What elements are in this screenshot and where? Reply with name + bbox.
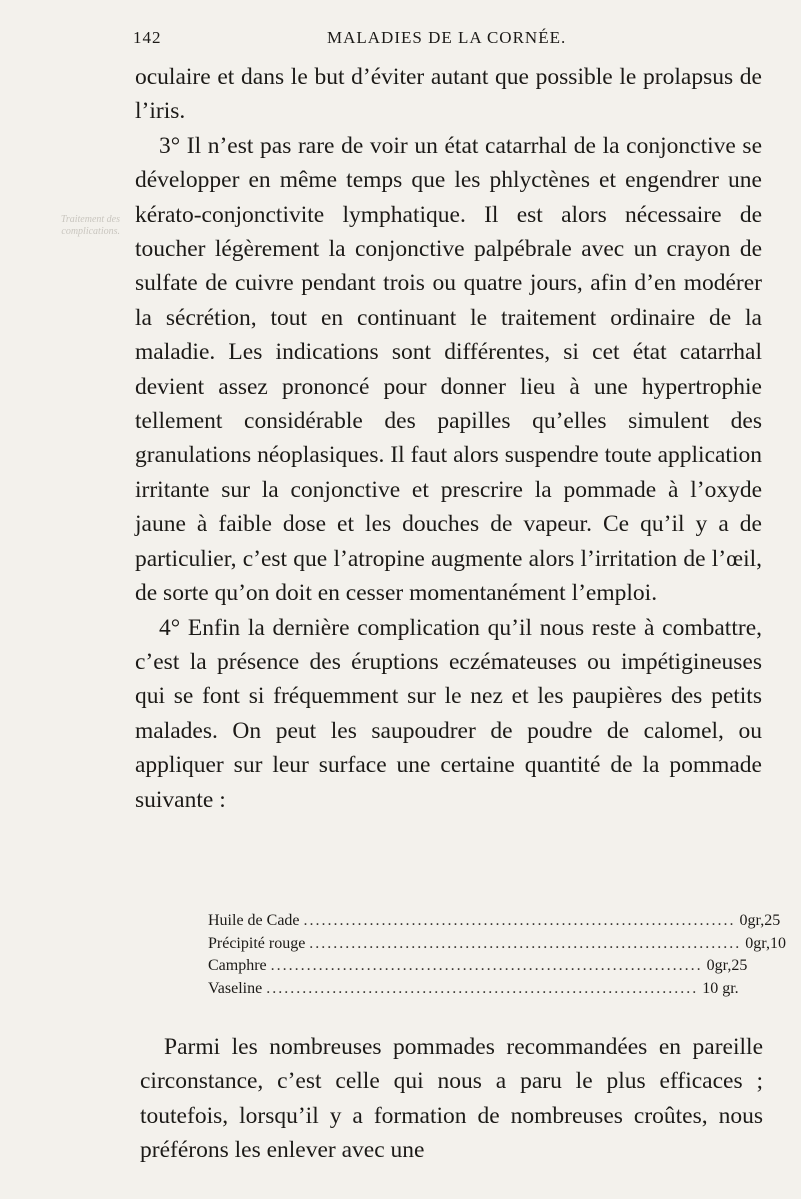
page-number: 142 xyxy=(133,28,162,47)
paragraph-closing: Parmi les nombreuses pommades recommandées en pareille circonstance, c’est celle qui nous a paru le plus efficaces ; toutefois, lorsqu’il y a formation de nombreuses croûtes, nous préférons les enlever avec une xyxy=(140,1034,763,1164)
prescription-formula xyxy=(208,910,786,1000)
paragraph-complication-4: 4° Enfin la dernière complication qu’il nous reste à combattre, c’est la présence des éruptions eczémateuses ou impétigineuses qui se font si fréquemment sur le nez et les paupières des petits malades. On peut les saupoudrer de poudre de calomel, ou appliquer sur leur surface une certaine quantité de la pommade suivante : xyxy=(135,614,762,813)
ingredient-name: Huile de Cade xyxy=(208,912,300,929)
ingredient-dose: 0gr,25 xyxy=(706,957,748,974)
main-text xyxy=(135,60,762,817)
formula-row xyxy=(208,955,748,978)
leader-dots: ........................................................................ xyxy=(309,934,742,952)
page-header xyxy=(133,28,763,58)
leader-dots: ........................................................................ xyxy=(266,979,699,997)
ingredient-dose: 0gr,10 xyxy=(745,934,786,952)
leader-dots: ........................................................................ xyxy=(270,957,703,974)
running-head: MALADIES DE LA CORNÉE. xyxy=(327,28,567,47)
formula-row xyxy=(208,978,739,1001)
ingredient-dose: 0gr,25 xyxy=(739,912,781,929)
paragraph-complication-3: 3° Il n’est pas rare de voir un état catarrhal de la conjonctive se développer en même temps que les phlyctènes et engendrer une kérato-conjonctivite lymphatique. Il est alors nécessaire de toucher légèrement la conjonctive palpébrale avec un crayon de sulfate de cuivre pendant trois ou quatre jours, afin d’en modérer la sécrétion, tout en continuant le traitement ordinaire de la maladie. Les indications sont différentes, si cet état catarrhal devient assez prononcé pour donner lieu à une hypertrophie tellement considérable des papilles qu’elles simulent des granulations néoplasiques. Il faut alors suspendre toute application irritante sur la conjonctive et prescrire la pommade à l’oxyde jaune à faible dose et les douches de vapeur. Ce qu’il y a de particulier, c’est que l’atropine augmente alors l’irritation de l’œil, de sorte qu’on doit en cesser momentanément l’emploi. xyxy=(135,132,762,607)
formula-row xyxy=(208,910,781,933)
closing-text xyxy=(140,1030,763,1168)
margin-note: Traitement des complications. xyxy=(60,214,120,237)
leader-dots: ........................................................................ xyxy=(303,912,736,929)
ingredient-name: Précipité rouge xyxy=(208,934,306,952)
ingredient-dose: 10 gr. xyxy=(702,979,739,997)
ingredient-name: Camphre xyxy=(208,957,267,974)
formula-row xyxy=(208,933,786,956)
paragraph-continuation: oculaire et dans le but d’éviter autant que possible le prolapsus de l’iris. xyxy=(135,64,762,125)
ingredient-name: Vaseline xyxy=(208,979,263,997)
